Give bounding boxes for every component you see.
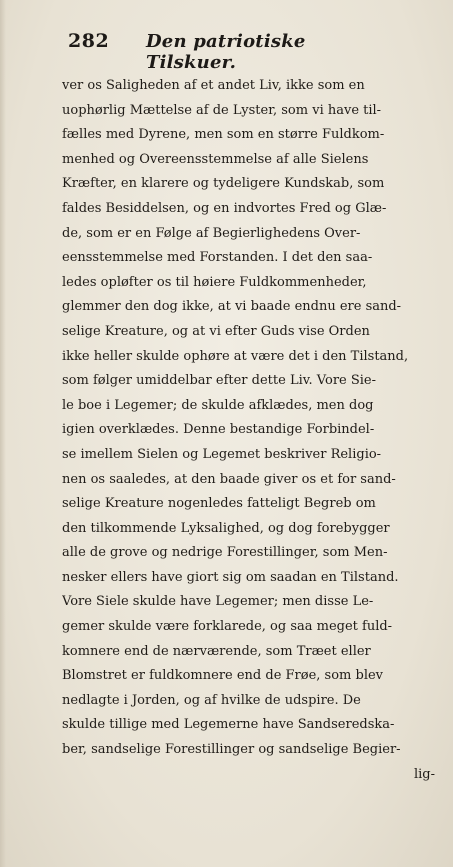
text-line: nesker ellers have giort sig om saadan en Tilstand. xyxy=(62,569,399,585)
body-text xyxy=(62,74,453,787)
text-line: de, som er en Følge af Begierlighedens Over- xyxy=(62,225,361,241)
text-line: glemmer den dog ikke, at vi baade endnu ere sand- xyxy=(62,299,402,315)
text-line: se imellem Sielen og Legemet beskriver Religio- xyxy=(62,446,382,462)
text-line: ledes opløfter os til høiere Fuldkommenheder, xyxy=(62,274,367,290)
catchword: lig- xyxy=(413,766,435,782)
text-line: ikke heller skulde ophøre at være det i den Tilstand, xyxy=(62,348,409,364)
text-line: den tilkommende Lyksalighed, og dog forebygger xyxy=(62,520,390,536)
running-head xyxy=(68,30,388,73)
text-line: nedlagte i Jorden, og af hvilke de udspire. De xyxy=(62,692,361,708)
page-number: 282 xyxy=(68,30,110,52)
text-line: skulde tillige med Legemerne have Sandseredska- xyxy=(62,717,395,733)
text-line: eensstemmelse med Forstanden. I det den saa- xyxy=(62,250,373,266)
text-line: Kræfter, en klarere og tydeligere Kundskab, som xyxy=(62,176,385,192)
text-line: uophørlig Mættelse af de Lyster, som vi have til- xyxy=(62,102,382,118)
text-line: le boe i Legemer; de skulde afklædes, men dog xyxy=(62,397,374,413)
text-line: selige Kreature, og at vi efter Guds vise Orden xyxy=(62,323,370,339)
text-line: ver os Saligheden af et andet Liv, ikke som en xyxy=(62,78,365,93)
text-line: selige Kreature nogenledes fatteligt Begreb om xyxy=(62,496,376,512)
text-line: komnere end de nærværende, som Træet eller xyxy=(62,643,371,659)
text-line: igien overklædes. Denne bestandige Forbindel- xyxy=(62,422,375,438)
page-binding-shadow xyxy=(0,0,6,867)
text-line: ber, sandselige Forestillinger og sandselige Begier- xyxy=(62,742,401,758)
text-line: Vore Siele skulde have Legemer; men disse Le- xyxy=(62,594,374,610)
running-title: Den patriotiske Tilskuer. xyxy=(146,31,306,73)
text-line: alle de grove og nedrige Forestillinger, som Men- xyxy=(62,545,388,561)
text-line: Blomstret er fuldkomnere end de Frøe, som blev xyxy=(62,668,384,684)
text-line: fælles med Dyrene, men som en større Fuldkom- xyxy=(62,127,385,143)
text-line: gemer skulde være forklarede, og saa meget fuld- xyxy=(62,619,393,635)
text-line: som følger umiddelbar efter dette Liv. Vore Sie- xyxy=(62,373,377,389)
text-line: faldes Besiddelsen, og en indvortes Fred og Glæ- xyxy=(62,200,387,216)
text-line: nen os saaledes, at den baade giver os et for sand- xyxy=(62,471,396,487)
text-line: menhed og Overeensstemmelse af alle Sielens xyxy=(62,151,369,167)
